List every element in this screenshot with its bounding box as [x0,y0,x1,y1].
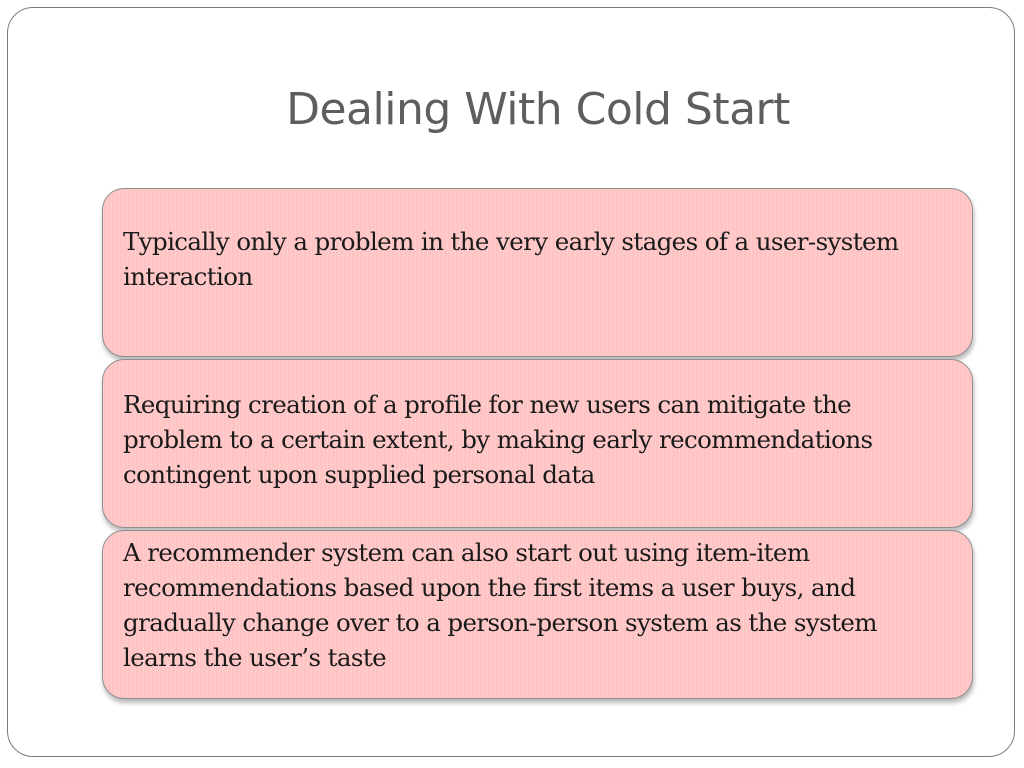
content-box-3 [102,530,973,699]
content-box-text: Typically only a problem in the very early stages of a user-system interaction [123,226,899,291]
content-box-2 [102,359,973,528]
slide-title: Dealing With Cold Start [286,84,790,135]
content-box-text: Requiring creation of a profile for new users can mitigate the problem to a certain extent, by making early recommendations contingent upon supplied personal data [123,390,873,489]
content-box-1 [102,188,973,357]
content-box-text: A recommender system can also start out using item-item recommendations based upon the first items a user buys, and gradually change over to a person-person system as the system learns the user’s taste [123,537,877,672]
